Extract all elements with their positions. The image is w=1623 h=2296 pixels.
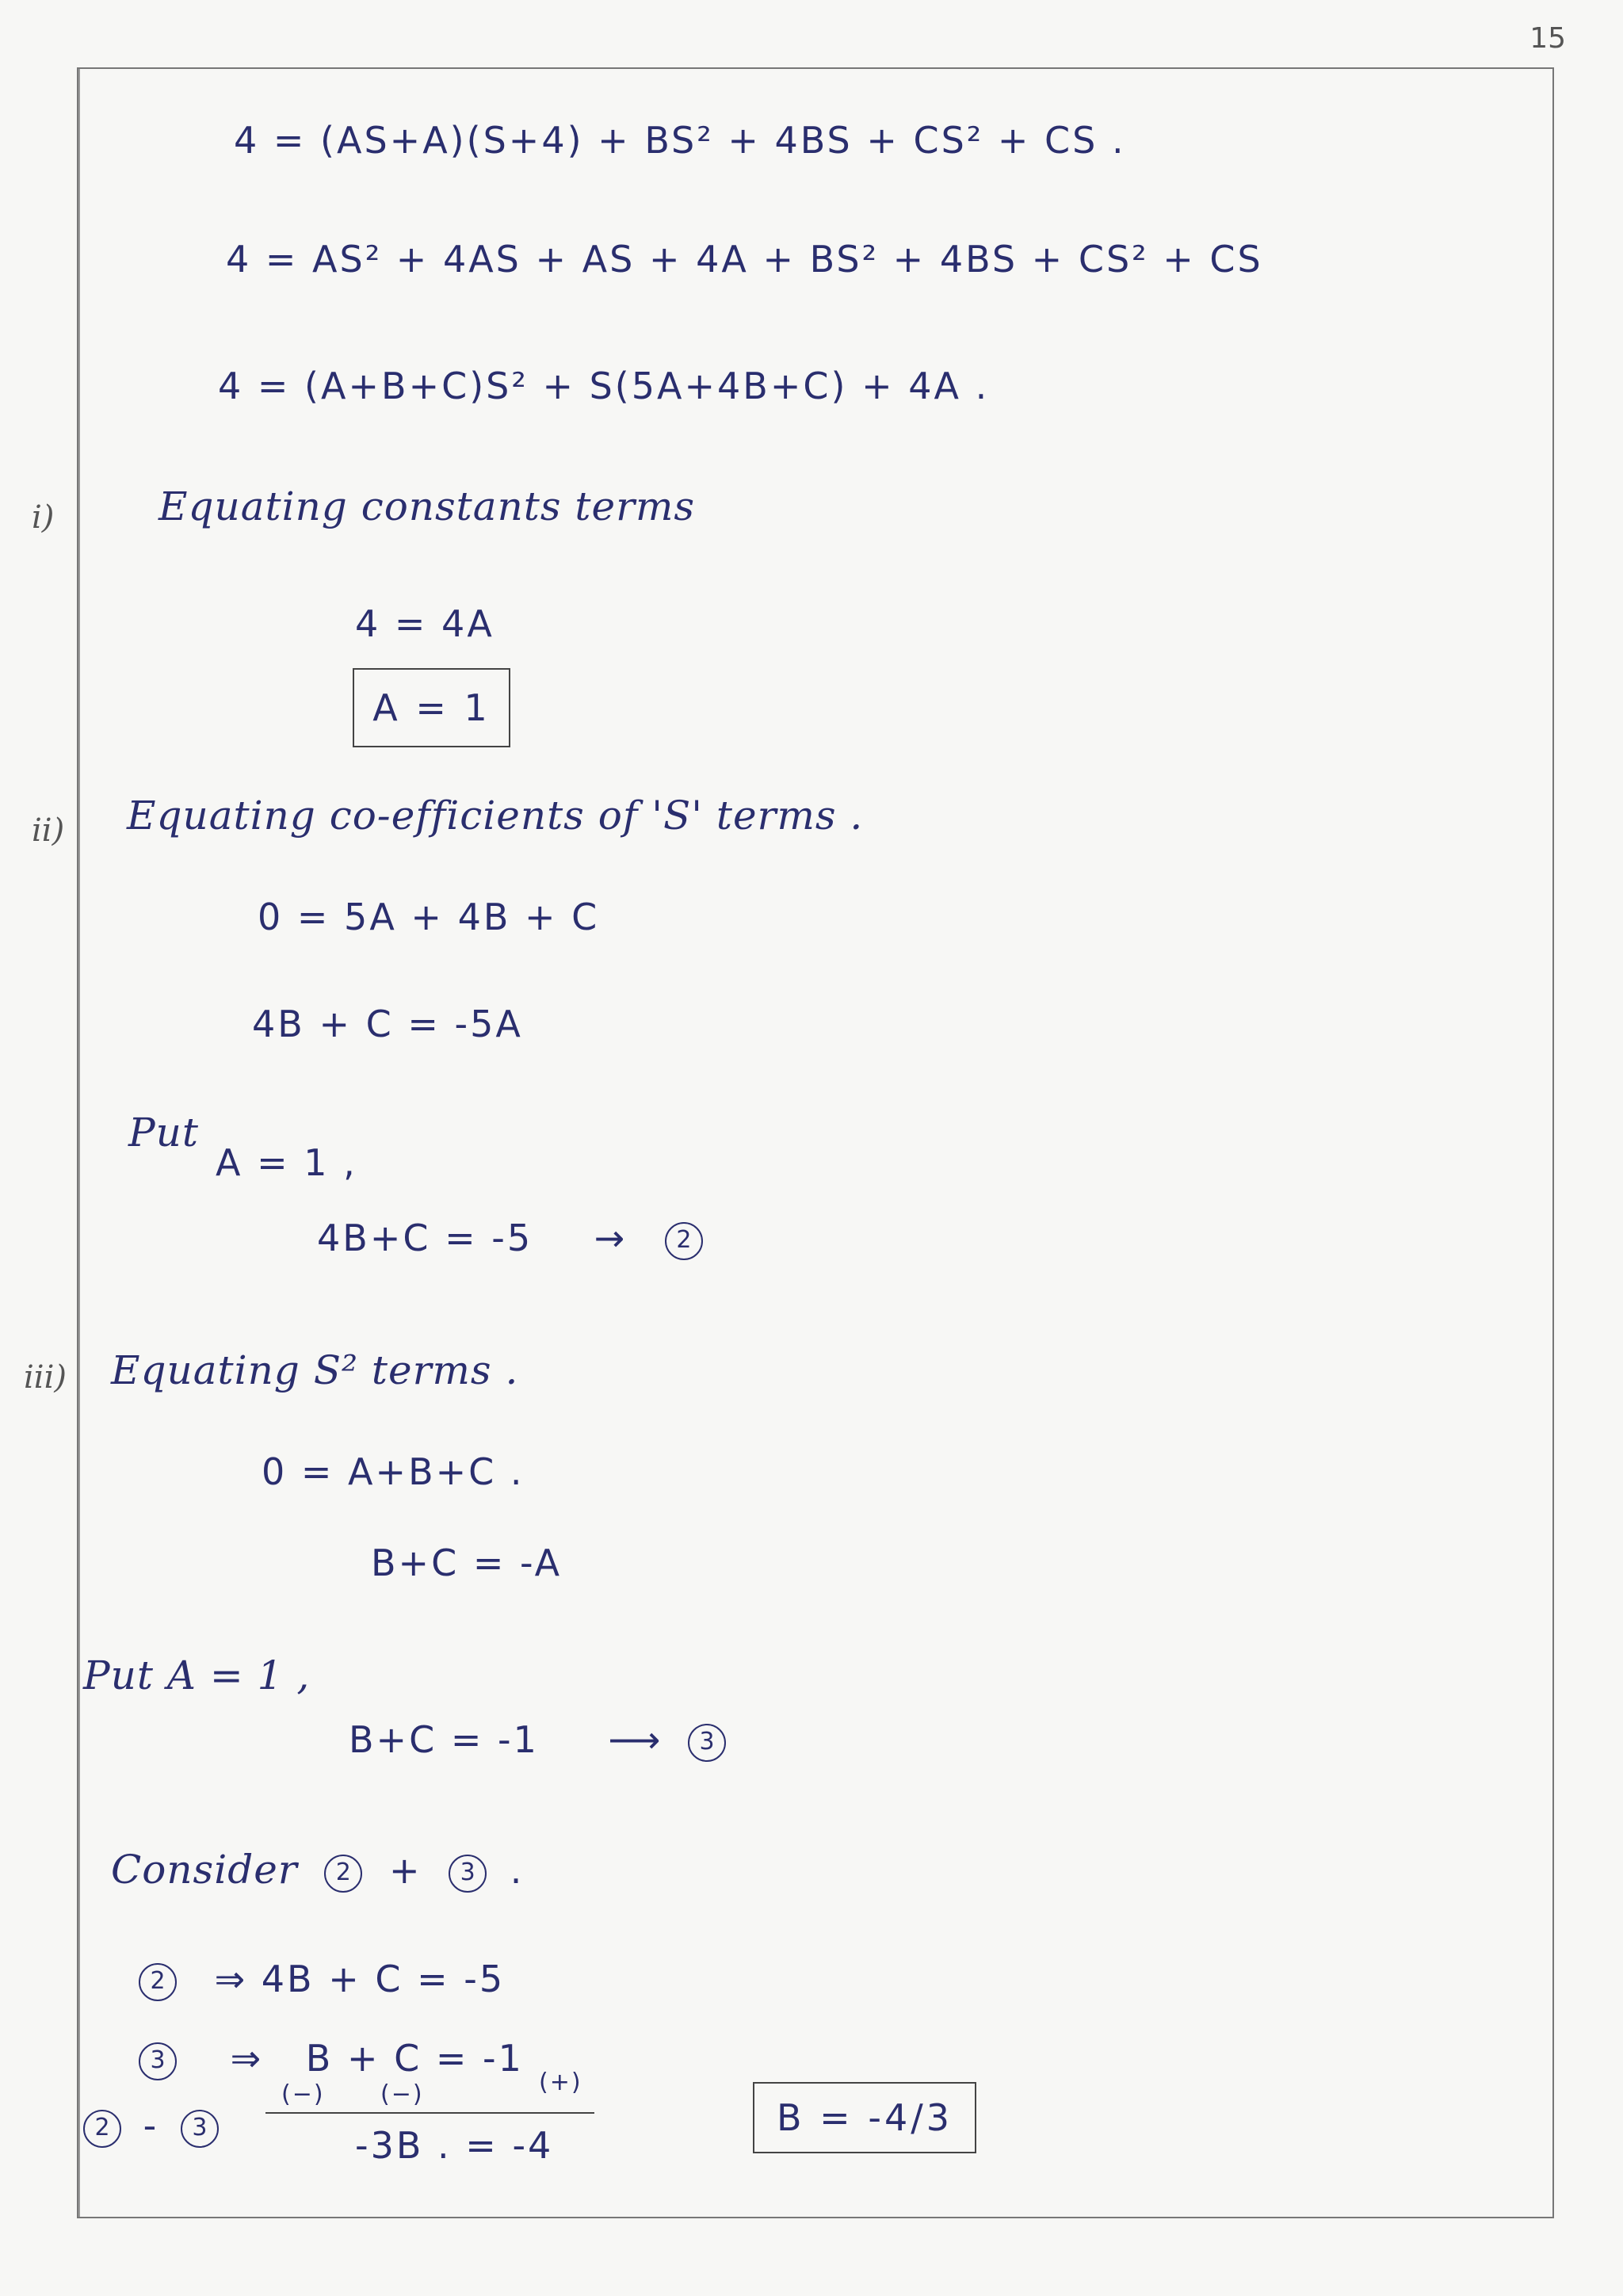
difference-minus: -	[143, 2104, 159, 2147]
subtract-eq-b: B + C = -1	[305, 2037, 524, 2080]
step3-equation-1: 0 = A+B+C .	[262, 1450, 525, 1493]
sign-right: (+)	[539, 2069, 582, 2096]
difference-ref-2: 2	[83, 2110, 121, 2148]
subtract-ref-2: 2	[139, 1963, 177, 2001]
consider-plus: +	[388, 1849, 422, 1892]
sign-middle: (−)	[380, 2080, 424, 2108]
page-number: 15	[1529, 22, 1566, 55]
equation-line-2: 4 = AS² + 4AS + AS + 4A + BS² + 4BS + CS² + CS	[226, 238, 1263, 281]
consider-period: .	[510, 1849, 525, 1892]
sign-left: (−)	[281, 2080, 325, 2108]
implies-icon: ⇒	[230, 2037, 264, 2080]
step-number-1: i)	[32, 499, 55, 536]
step-heading-1: Equating constants terms	[158, 483, 696, 529]
subtract-line-a	[139, 1958, 505, 2001]
step3-result-text: B+C = -1	[349, 1718, 539, 1761]
result-box-b-text: B = -4/3	[777, 2096, 953, 2139]
put-label-1: Put	[128, 1110, 199, 1156]
step2-equation-1: 0 = 5A + 4B + C	[258, 896, 600, 938]
step-heading-2: Equating co-efficients of 'S' terms .	[127, 793, 864, 839]
subtract-line-b	[139, 2037, 524, 2080]
subtract-ref-3: 3	[139, 2042, 177, 2080]
subtract-eq-a: ⇒ 4B + C = -5	[214, 1958, 506, 2000]
step-number-2: ii)	[32, 812, 65, 849]
consider-ref-2: 2	[324, 1855, 362, 1893]
difference-ref-3: 3	[181, 2110, 219, 2148]
step3-equation-2: B+C = -A	[371, 1541, 563, 1584]
equation-ref-2: 2	[665, 1222, 703, 1260]
equation-line-1: 4 = (AS+A)(S+4) + BS² + 4BS + CS² + CS .	[234, 119, 1126, 162]
right-arrow-icon: →	[594, 1217, 628, 1259]
step3-result	[349, 1718, 726, 1762]
step2-result	[317, 1217, 703, 1260]
equation-ref-3: 3	[688, 1724, 726, 1762]
step2-result-text: 4B+C = -5	[317, 1217, 533, 1259]
step2-equation-2: 4B + C = -5A	[252, 1003, 523, 1045]
subtraction-rule	[265, 2112, 594, 2114]
consider-label: Consider	[111, 1847, 298, 1893]
equation-line-3: 4 = (A+B+C)S² + S(5A+4B+C) + 4A .	[218, 365, 990, 407]
step-heading-3: Equating S² terms .	[111, 1347, 519, 1393]
difference-result: -3B . = -4	[355, 2124, 554, 2167]
left-margin-rule	[78, 69, 80, 2217]
difference-label	[83, 2104, 219, 2148]
result-box-a	[353, 668, 510, 747]
long-right-arrow-icon: ⟶	[608, 1718, 663, 1761]
result-box-a-text: A = 1	[372, 686, 491, 729]
consider-line	[111, 1847, 524, 1893]
result-box-b	[753, 2082, 976, 2153]
put-value-1: A = 1 ,	[216, 1141, 357, 1184]
consider-ref-3: 3	[449, 1855, 487, 1893]
step-number-3: iii)	[24, 1359, 67, 1396]
step1-equation: 4 = 4A	[355, 602, 495, 645]
put-label-2: Put A = 1 ,	[83, 1652, 311, 1698]
